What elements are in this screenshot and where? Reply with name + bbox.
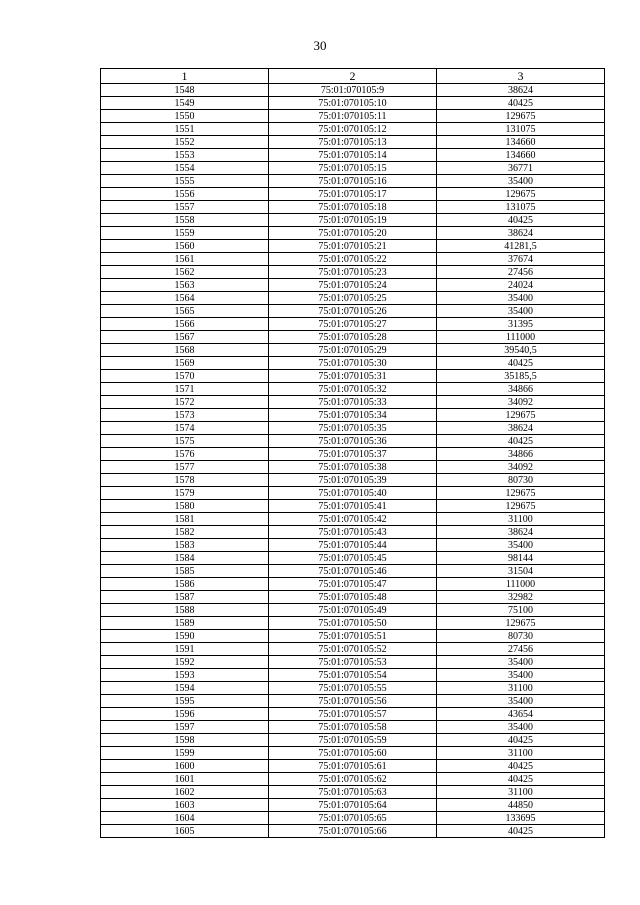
row-number-cell: 1564 <box>101 292 269 305</box>
cadastral-number-cell: 75:01:070105:15 <box>269 162 437 175</box>
cadastral-number-cell: 75:01:070105:39 <box>269 474 437 487</box>
row-number-cell: 1553 <box>101 149 269 162</box>
table-row <box>101 214 605 227</box>
cadastral-number-cell: 75:01:070105:29 <box>269 344 437 357</box>
cadastral-number-cell: 75:01:070105:34 <box>269 409 437 422</box>
value-cell: 35400 <box>437 539 605 552</box>
value-cell: 111000 <box>437 578 605 591</box>
table-row <box>101 500 605 513</box>
table-row <box>101 162 605 175</box>
row-number-cell: 1573 <box>101 409 269 422</box>
cadastral-number-cell: 75:01:070105:17 <box>269 188 437 201</box>
cadastral-number-cell: 75:01:070105:20 <box>269 227 437 240</box>
row-number-cell: 1581 <box>101 513 269 526</box>
cadastral-number-cell: 75:01:070105:46 <box>269 565 437 578</box>
cadastral-number-cell: 75:01:070105:41 <box>269 500 437 513</box>
cadastral-number-cell: 75:01:070105:51 <box>269 630 437 643</box>
cadastral-number-cell: 75:01:070105:38 <box>269 461 437 474</box>
value-cell: 134660 <box>437 149 605 162</box>
value-cell: 38624 <box>437 526 605 539</box>
value-cell: 32982 <box>437 591 605 604</box>
cadastral-number-cell: 75:01:070105:13 <box>269 136 437 149</box>
row-number-cell: 1548 <box>101 84 269 97</box>
table-row <box>101 331 605 344</box>
value-cell: 129675 <box>437 500 605 513</box>
table-row <box>101 344 605 357</box>
row-number-cell: 1596 <box>101 708 269 721</box>
value-cell: 40425 <box>437 97 605 110</box>
cadastral-number-cell: 75:01:070105:12 <box>269 123 437 136</box>
value-cell: 134660 <box>437 136 605 149</box>
value-cell: 35185,5 <box>437 370 605 383</box>
table-row <box>101 201 605 214</box>
row-number-cell: 1552 <box>101 136 269 149</box>
table-row <box>101 747 605 760</box>
row-number-cell: 1556 <box>101 188 269 201</box>
table-row <box>101 188 605 201</box>
value-cell: 35400 <box>437 656 605 669</box>
cadastral-number-cell: 75:01:070105:55 <box>269 682 437 695</box>
cadastral-number-cell: 75:01:070105:33 <box>269 396 437 409</box>
table-row <box>101 734 605 747</box>
table-body <box>101 84 605 838</box>
row-number-cell: 1580 <box>101 500 269 513</box>
value-cell: 41281,5 <box>437 240 605 253</box>
row-number-cell: 1555 <box>101 175 269 188</box>
row-number-cell: 1605 <box>101 825 269 838</box>
table-row <box>101 422 605 435</box>
cadastral-number-cell: 75:01:070105:21 <box>269 240 437 253</box>
table-row <box>101 448 605 461</box>
row-number-cell: 1599 <box>101 747 269 760</box>
cadastral-number-cell: 75:01:070105:11 <box>269 110 437 123</box>
value-cell: 40425 <box>437 825 605 838</box>
table-row <box>101 305 605 318</box>
cadastral-number-cell: 75:01:070105:52 <box>269 643 437 656</box>
row-number-cell: 1567 <box>101 331 269 344</box>
cadastral-number-cell: 75:01:070105:26 <box>269 305 437 318</box>
column-header-3: 3 <box>437 69 605 84</box>
value-cell: 36771 <box>437 162 605 175</box>
row-number-cell: 1579 <box>101 487 269 500</box>
value-cell: 75100 <box>437 604 605 617</box>
cadastral-number-cell: 75:01:070105:24 <box>269 279 437 292</box>
row-number-cell: 1597 <box>101 721 269 734</box>
table-row <box>101 370 605 383</box>
table-row <box>101 396 605 409</box>
table-row <box>101 682 605 695</box>
cadastral-number-cell: 75:01:070105:25 <box>269 292 437 305</box>
row-number-cell: 1566 <box>101 318 269 331</box>
cadastral-number-cell: 75:01:070105:9 <box>269 84 437 97</box>
table-row <box>101 474 605 487</box>
cadastral-number-cell: 75:01:070105:28 <box>269 331 437 344</box>
value-cell: 80730 <box>437 630 605 643</box>
table-row <box>101 266 605 279</box>
value-cell: 34866 <box>437 383 605 396</box>
cadastral-number-cell: 75:01:070105:57 <box>269 708 437 721</box>
row-number-cell: 1560 <box>101 240 269 253</box>
value-cell: 129675 <box>437 188 605 201</box>
row-number-cell: 1562 <box>101 266 269 279</box>
row-number-cell: 1569 <box>101 357 269 370</box>
value-cell: 24024 <box>437 279 605 292</box>
row-number-cell: 1583 <box>101 539 269 552</box>
row-number-cell: 1600 <box>101 760 269 773</box>
row-number-cell: 1559 <box>101 227 269 240</box>
cadastral-number-cell: 75:01:070105:50 <box>269 617 437 630</box>
table-row <box>101 409 605 422</box>
row-number-cell: 1593 <box>101 669 269 682</box>
cadastral-number-cell: 75:01:070105:10 <box>269 97 437 110</box>
table-row <box>101 357 605 370</box>
cadastral-number-cell: 75:01:070105:66 <box>269 825 437 838</box>
table-row <box>101 84 605 97</box>
cadastral-number-cell: 75:01:070105:23 <box>269 266 437 279</box>
cadastral-number-cell: 75:01:070105:45 <box>269 552 437 565</box>
row-number-cell: 1602 <box>101 786 269 799</box>
cadastral-number-cell: 75:01:070105:40 <box>269 487 437 500</box>
row-number-cell: 1576 <box>101 448 269 461</box>
table-row <box>101 383 605 396</box>
row-number-cell: 1568 <box>101 344 269 357</box>
value-cell: 129675 <box>437 110 605 123</box>
cadastral-number-cell: 75:01:070105:31 <box>269 370 437 383</box>
value-cell: 37674 <box>437 253 605 266</box>
row-number-cell: 1604 <box>101 812 269 825</box>
value-cell: 129675 <box>437 617 605 630</box>
table-row <box>101 578 605 591</box>
cadastral-number-cell: 75:01:070105:44 <box>269 539 437 552</box>
row-number-cell: 1575 <box>101 435 269 448</box>
table-row <box>101 292 605 305</box>
table-row <box>101 123 605 136</box>
row-number-cell: 1584 <box>101 552 269 565</box>
value-cell: 31100 <box>437 682 605 695</box>
table-row <box>101 487 605 500</box>
table-row <box>101 97 605 110</box>
cadastral-number-cell: 75:01:070105:65 <box>269 812 437 825</box>
value-cell: 40425 <box>437 435 605 448</box>
table-row <box>101 812 605 825</box>
row-number-cell: 1558 <box>101 214 269 227</box>
cadastral-number-cell: 75:01:070105:43 <box>269 526 437 539</box>
value-cell: 40425 <box>437 734 605 747</box>
column-header-1: 1 <box>101 69 269 84</box>
cadastral-number-cell: 75:01:070105:32 <box>269 383 437 396</box>
cadastral-number-cell: 75:01:070105:14 <box>269 149 437 162</box>
table-row <box>101 136 605 149</box>
row-number-cell: 1557 <box>101 201 269 214</box>
value-cell: 35400 <box>437 669 605 682</box>
table-row <box>101 110 605 123</box>
value-cell: 38624 <box>437 227 605 240</box>
value-cell: 111000 <box>437 331 605 344</box>
table-row <box>101 435 605 448</box>
row-number-cell: 1554 <box>101 162 269 175</box>
row-number-cell: 1551 <box>101 123 269 136</box>
page-number: 30 <box>313 38 327 53</box>
value-cell: 40425 <box>437 760 605 773</box>
row-number-cell: 1601 <box>101 773 269 786</box>
value-cell: 31395 <box>437 318 605 331</box>
value-cell: 31100 <box>437 786 605 799</box>
row-number-cell: 1585 <box>101 565 269 578</box>
value-cell: 31100 <box>437 747 605 760</box>
table-row <box>101 604 605 617</box>
row-number-cell: 1561 <box>101 253 269 266</box>
table-row <box>101 175 605 188</box>
cadastral-number-cell: 75:01:070105:62 <box>269 773 437 786</box>
table-row <box>101 708 605 721</box>
row-number-cell: 1586 <box>101 578 269 591</box>
value-cell: 31504 <box>437 565 605 578</box>
row-number-cell: 1603 <box>101 799 269 812</box>
table-row <box>101 695 605 708</box>
row-number-cell: 1574 <box>101 422 269 435</box>
table-row <box>101 721 605 734</box>
row-number-cell: 1578 <box>101 474 269 487</box>
value-cell: 44850 <box>437 799 605 812</box>
table-row <box>101 565 605 578</box>
table-row <box>101 669 605 682</box>
value-cell: 34866 <box>437 448 605 461</box>
table-row <box>101 552 605 565</box>
value-cell: 34092 <box>437 396 605 409</box>
value-cell: 39540,5 <box>437 344 605 357</box>
value-cell: 131075 <box>437 123 605 136</box>
cadastral-number-cell: 75:01:070105:56 <box>269 695 437 708</box>
cadastral-number-cell: 75:01:070105:19 <box>269 214 437 227</box>
value-cell: 27456 <box>437 266 605 279</box>
table-row <box>101 149 605 162</box>
table-row <box>101 617 605 630</box>
cadastral-number-cell: 75:01:070105:36 <box>269 435 437 448</box>
cadastral-number-cell: 75:01:070105:63 <box>269 786 437 799</box>
cadastral-number-cell: 75:01:070105:61 <box>269 760 437 773</box>
row-number-cell: 1598 <box>101 734 269 747</box>
table-row <box>101 539 605 552</box>
cadastral-number-cell: 75:01:070105:48 <box>269 591 437 604</box>
table-row <box>101 760 605 773</box>
value-cell: 38624 <box>437 84 605 97</box>
value-cell: 80730 <box>437 474 605 487</box>
row-number-cell: 1570 <box>101 370 269 383</box>
row-number-cell: 1563 <box>101 279 269 292</box>
cadastral-number-cell: 75:01:070105:30 <box>269 357 437 370</box>
table-row <box>101 773 605 786</box>
table-row <box>101 227 605 240</box>
cadastral-number-cell: 75:01:070105:60 <box>269 747 437 760</box>
cadastral-number-cell: 75:01:070105:16 <box>269 175 437 188</box>
cadastral-number-cell: 75:01:070105:47 <box>269 578 437 591</box>
table-row <box>101 279 605 292</box>
table-row <box>101 526 605 539</box>
row-number-cell: 1588 <box>101 604 269 617</box>
table-row <box>101 240 605 253</box>
row-number-cell: 1571 <box>101 383 269 396</box>
cadastral-number-cell: 75:01:070105:58 <box>269 721 437 734</box>
cadastral-number-cell: 75:01:070105:42 <box>269 513 437 526</box>
value-cell: 34092 <box>437 461 605 474</box>
table-row <box>101 253 605 266</box>
table-row <box>101 656 605 669</box>
table-row <box>101 825 605 838</box>
table-row <box>101 643 605 656</box>
value-cell: 129675 <box>437 409 605 422</box>
table-row <box>101 461 605 474</box>
table-row <box>101 513 605 526</box>
value-cell: 35400 <box>437 305 605 318</box>
value-cell: 40425 <box>437 214 605 227</box>
table-row <box>101 799 605 812</box>
row-number-cell: 1577 <box>101 461 269 474</box>
row-number-cell: 1572 <box>101 396 269 409</box>
row-number-cell: 1591 <box>101 643 269 656</box>
cadastral-number-cell: 75:01:070105:53 <box>269 656 437 669</box>
value-cell: 35400 <box>437 721 605 734</box>
cadastral-number-cell: 75:01:070105:49 <box>269 604 437 617</box>
table-row <box>101 786 605 799</box>
value-cell: 98144 <box>437 552 605 565</box>
value-cell: 35400 <box>437 175 605 188</box>
value-cell: 129675 <box>437 487 605 500</box>
row-number-cell: 1589 <box>101 617 269 630</box>
table-row <box>101 318 605 331</box>
cadastral-number-cell: 75:01:070105:27 <box>269 318 437 331</box>
cadastral-number-cell: 75:01:070105:18 <box>269 201 437 214</box>
value-cell: 133695 <box>437 812 605 825</box>
cadastral-number-cell: 75:01:070105:54 <box>269 669 437 682</box>
cadastral-number-cell: 75:01:070105:37 <box>269 448 437 461</box>
value-cell: 38624 <box>437 422 605 435</box>
data-table <box>100 68 605 838</box>
value-cell: 43654 <box>437 708 605 721</box>
value-cell: 35400 <box>437 695 605 708</box>
row-number-cell: 1582 <box>101 526 269 539</box>
row-number-cell: 1550 <box>101 110 269 123</box>
cadastral-number-cell: 75:01:070105:35 <box>269 422 437 435</box>
row-number-cell: 1594 <box>101 682 269 695</box>
row-number-cell: 1565 <box>101 305 269 318</box>
table-row <box>101 591 605 604</box>
value-cell: 40425 <box>437 773 605 786</box>
value-cell: 40425 <box>437 357 605 370</box>
row-number-cell: 1595 <box>101 695 269 708</box>
row-number-cell: 1549 <box>101 97 269 110</box>
value-cell: 131075 <box>437 201 605 214</box>
value-cell: 31100 <box>437 513 605 526</box>
value-cell: 27456 <box>437 643 605 656</box>
cadastral-number-cell: 75:01:070105:59 <box>269 734 437 747</box>
table-row <box>101 630 605 643</box>
table-header <box>101 69 605 84</box>
row-number-cell: 1590 <box>101 630 269 643</box>
column-header-2: 2 <box>269 69 437 84</box>
cadastral-number-cell: 75:01:070105:64 <box>269 799 437 812</box>
row-number-cell: 1587 <box>101 591 269 604</box>
value-cell: 35400 <box>437 292 605 305</box>
cadastral-number-cell: 75:01:070105:22 <box>269 253 437 266</box>
header-row <box>101 69 605 84</box>
row-number-cell: 1592 <box>101 656 269 669</box>
